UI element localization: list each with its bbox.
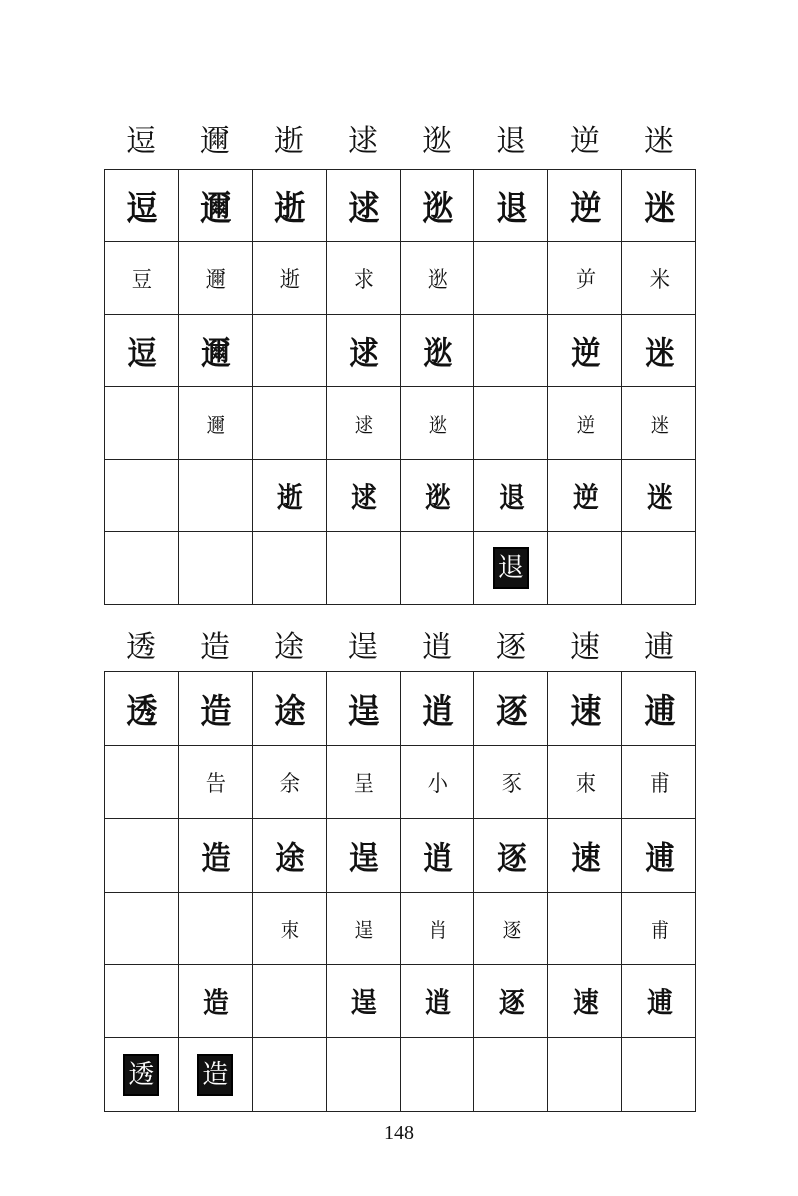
- glyph-char: 透: [123, 1054, 159, 1096]
- glyph-cell: [326, 746, 400, 819]
- glyph-char: 邇: [206, 267, 225, 293]
- glyph-row: [105, 532, 696, 605]
- glyph-cell: [326, 315, 400, 387]
- glyph-char: 逆: [569, 189, 600, 229]
- glyph-cell: [400, 672, 474, 746]
- glyph-cell: [548, 387, 622, 460]
- glyph-row: [105, 242, 696, 315]
- glyph-char: 逐: [502, 918, 520, 942]
- glyph-cell: [326, 460, 400, 532]
- glyph-cell: [326, 1038, 400, 1112]
- glyph-char: 逑: [348, 189, 378, 229]
- glyph-cell: [252, 315, 326, 387]
- glyph-cell: [105, 460, 179, 532]
- glyph-cell: [252, 460, 326, 532]
- glyph-cell: [252, 672, 326, 746]
- glyph-cell: [474, 242, 548, 315]
- glyph-cell: [326, 819, 400, 893]
- glyph-cell: [400, 965, 474, 1038]
- glyph-char: 甫: [649, 771, 668, 797]
- glyph-char: 逆: [570, 333, 599, 372]
- glyph-char: 速: [572, 986, 597, 1019]
- glyph-cell: [474, 460, 548, 532]
- glyph-row: [105, 315, 696, 387]
- glyph-char: 逆: [576, 412, 593, 437]
- header-char: 邇: [200, 124, 230, 159]
- glyph-char: 豆: [132, 267, 151, 293]
- glyph-cell: [622, 819, 696, 893]
- glyph-char: 逑: [349, 333, 377, 372]
- glyph-cell: [178, 672, 252, 746]
- glyph-cell: [548, 242, 622, 315]
- glyph-char: 逆: [572, 480, 597, 514]
- glyph-cell: [178, 893, 252, 965]
- glyph-cell: [622, 315, 696, 387]
- glyph-cell: [178, 387, 252, 460]
- glyph-char: 豕: [501, 771, 521, 797]
- page-number: 148: [384, 1122, 414, 1144]
- glyph-cell: [326, 965, 400, 1038]
- glyph-cell: [105, 242, 179, 315]
- glyph-cell: [474, 387, 548, 460]
- section1-header-row: [104, 122, 696, 162]
- glyph-cell: [622, 170, 696, 242]
- glyph-cell: [105, 170, 179, 242]
- glyph-char: 余: [279, 771, 299, 797]
- glyph-cell: [178, 532, 252, 605]
- header-char: 途: [274, 630, 304, 665]
- glyph-cell: [326, 242, 400, 315]
- glyph-cell: [326, 532, 400, 605]
- glyph-cell: [548, 819, 622, 893]
- glyph-char: 速: [569, 692, 600, 732]
- glyph-char: 逞: [348, 692, 378, 732]
- glyph-cell: [622, 893, 696, 965]
- glyph-char: 逞: [351, 986, 376, 1019]
- glyph-cell: [548, 1038, 622, 1112]
- glyph-char: 逐: [496, 692, 526, 732]
- glyph-cell: [178, 1038, 252, 1112]
- glyph-cell: [622, 965, 696, 1038]
- glyph-char: 逖: [422, 189, 452, 229]
- glyph-char: 造: [203, 986, 228, 1019]
- glyph-cell: [105, 746, 179, 819]
- glyph-char: 呈: [353, 771, 373, 797]
- glyph-cell: [622, 1038, 696, 1112]
- glyph-cell: [178, 242, 252, 315]
- glyph-char: 逍: [423, 838, 451, 877]
- glyph-char: 逗: [127, 333, 156, 372]
- glyph-cell: [326, 672, 400, 746]
- glyph-char: 逐: [496, 838, 525, 877]
- glyph-cell: [105, 532, 179, 605]
- glyph-char: 逝: [277, 480, 302, 514]
- glyph-char: 逑: [354, 412, 372, 437]
- glyph-cell: [548, 746, 622, 819]
- section2-header-row: [104, 628, 696, 668]
- glyph-char: 逍: [422, 692, 452, 732]
- glyph-char: 迷: [646, 480, 671, 514]
- header-char: 逆: [570, 124, 600, 159]
- glyph-char: 透: [126, 692, 157, 732]
- glyph-char: 迷: [643, 189, 674, 229]
- glyph-char: 邇: [200, 189, 231, 229]
- glyph-char: 逍: [424, 986, 449, 1019]
- glyph-cell: [178, 170, 252, 242]
- glyph-cell: [548, 460, 622, 532]
- glyph-cell: [252, 819, 326, 893]
- glyph-cell: [105, 965, 179, 1038]
- header-char: 速: [570, 630, 600, 665]
- glyph-cell: [474, 893, 548, 965]
- glyph-cell: [400, 893, 474, 965]
- glyph-cell: [548, 965, 622, 1038]
- header-char: 退: [496, 124, 526, 159]
- glyph-cell: [474, 170, 548, 242]
- glyph-cell: [474, 965, 548, 1038]
- glyph-char: 逑: [351, 480, 376, 514]
- glyph-cell: [105, 1038, 179, 1112]
- header-char: 逖: [422, 124, 452, 159]
- glyph-cell: [326, 893, 400, 965]
- glyph-char: 告: [206, 771, 225, 797]
- glyph-char: 逖: [427, 267, 447, 293]
- header-char: 逍: [422, 630, 452, 665]
- glyph-char: 迷: [644, 333, 673, 372]
- glyph-cell: [252, 965, 326, 1038]
- glyph-cell: [400, 746, 474, 819]
- glyph-char: 退: [498, 480, 523, 514]
- glyph-cell: [178, 315, 252, 387]
- glyph-cell: [400, 170, 474, 242]
- glyph-cell: [474, 532, 548, 605]
- glyph-char: 逖: [424, 480, 449, 514]
- glyph-cell: [622, 746, 696, 819]
- glyph-cell: [252, 532, 326, 605]
- header-char: 逑: [348, 124, 378, 159]
- header-char: 逋: [644, 630, 674, 665]
- glyph-row: [105, 460, 696, 532]
- glyph-char: 逋: [643, 692, 674, 732]
- glyph-row: [105, 1038, 696, 1112]
- glyph-char: 逝: [279, 267, 299, 293]
- glyph-cell: [474, 746, 548, 819]
- glyph-cell: [105, 387, 179, 460]
- glyph-cell: [400, 532, 474, 605]
- glyph-cell: [474, 819, 548, 893]
- glyph-cell: [622, 532, 696, 605]
- glyph-cell: [474, 672, 548, 746]
- glyph-cell: [548, 315, 622, 387]
- glyph-char: 小: [427, 771, 447, 797]
- glyph-cell: [252, 893, 326, 965]
- glyph-cell: [178, 460, 252, 532]
- glyph-cell: [548, 532, 622, 605]
- glyph-char: 朿: [575, 771, 594, 797]
- glyph-char: 逞: [354, 918, 372, 942]
- glyph-cell: [548, 893, 622, 965]
- glyph-char: 朿: [280, 918, 298, 942]
- section2-glyph-table: [104, 671, 696, 1112]
- glyph-cell: [105, 819, 179, 893]
- header-char: 逝: [274, 124, 304, 159]
- header-char: 迷: [644, 124, 674, 159]
- glyph-row: [105, 893, 696, 965]
- glyph-char: 逞: [349, 838, 377, 877]
- glyph-row: [105, 965, 696, 1038]
- glyph-char: 逐: [498, 986, 523, 1019]
- glyph-cell: [474, 315, 548, 387]
- glyph-char: 造: [201, 838, 230, 877]
- glyph-char: 逝: [274, 189, 304, 229]
- glyph-char: 逖: [428, 412, 446, 437]
- glyph-cell: [622, 460, 696, 532]
- glyph-char: 甫: [650, 918, 667, 942]
- glyph-cell: [400, 460, 474, 532]
- header-char: 造: [200, 630, 230, 665]
- glyph-cell: [400, 315, 474, 387]
- glyph-row: [105, 387, 696, 460]
- glyph-row: [105, 746, 696, 819]
- glyph-row: [105, 170, 696, 242]
- glyph-char: 退: [493, 547, 529, 589]
- section1-glyph-table: [104, 169, 696, 605]
- glyph-cell: [622, 672, 696, 746]
- glyph-char: 邇: [201, 333, 230, 372]
- glyph-row: [105, 819, 696, 893]
- glyph-char: 速: [570, 838, 599, 877]
- glyph-cell: [474, 1038, 548, 1112]
- glyph-cell: [105, 315, 179, 387]
- glyph-cell: [178, 746, 252, 819]
- glyph-cell: [400, 387, 474, 460]
- glyph-char: 迷: [650, 412, 667, 437]
- glyph-row: [105, 672, 696, 746]
- header-char: 透: [126, 630, 156, 665]
- glyph-cell: [400, 242, 474, 315]
- glyph-cell: [105, 672, 179, 746]
- glyph-char: 肖: [428, 918, 446, 942]
- glyph-char: 求: [353, 267, 373, 293]
- glyph-char: 造: [200, 692, 231, 732]
- glyph-char: 途: [274, 692, 304, 732]
- header-char: 逗: [126, 124, 156, 159]
- glyph-char: 逋: [644, 838, 673, 877]
- glyph-char: 米: [649, 267, 668, 293]
- glyph-cell: [548, 170, 622, 242]
- glyph-cell: [252, 746, 326, 819]
- glyph-cell: [622, 242, 696, 315]
- glyph-char: 邇: [207, 412, 224, 437]
- glyph-cell: [252, 387, 326, 460]
- glyph-char: 逋: [646, 986, 671, 1019]
- glyph-cell: [400, 819, 474, 893]
- header-char: 逞: [348, 630, 378, 665]
- glyph-cell: [326, 387, 400, 460]
- glyph-cell: [252, 242, 326, 315]
- glyph-char: 退: [496, 189, 526, 229]
- glyph-char: 途: [275, 838, 303, 877]
- glyph-cell: [178, 819, 252, 893]
- glyph-cell: [400, 1038, 474, 1112]
- glyph-cell: [326, 170, 400, 242]
- glyph-cell: [252, 170, 326, 242]
- glyph-cell: [178, 965, 252, 1038]
- header-char: 逐: [496, 630, 526, 665]
- glyph-char: 屰: [575, 267, 594, 293]
- glyph-cell: [622, 387, 696, 460]
- glyph-cell: [548, 672, 622, 746]
- glyph-char: 造: [197, 1054, 233, 1096]
- glyph-char: 逖: [423, 333, 451, 372]
- glyph-cell: [105, 893, 179, 965]
- glyph-cell: [252, 1038, 326, 1112]
- glyph-char: 逗: [126, 189, 157, 229]
